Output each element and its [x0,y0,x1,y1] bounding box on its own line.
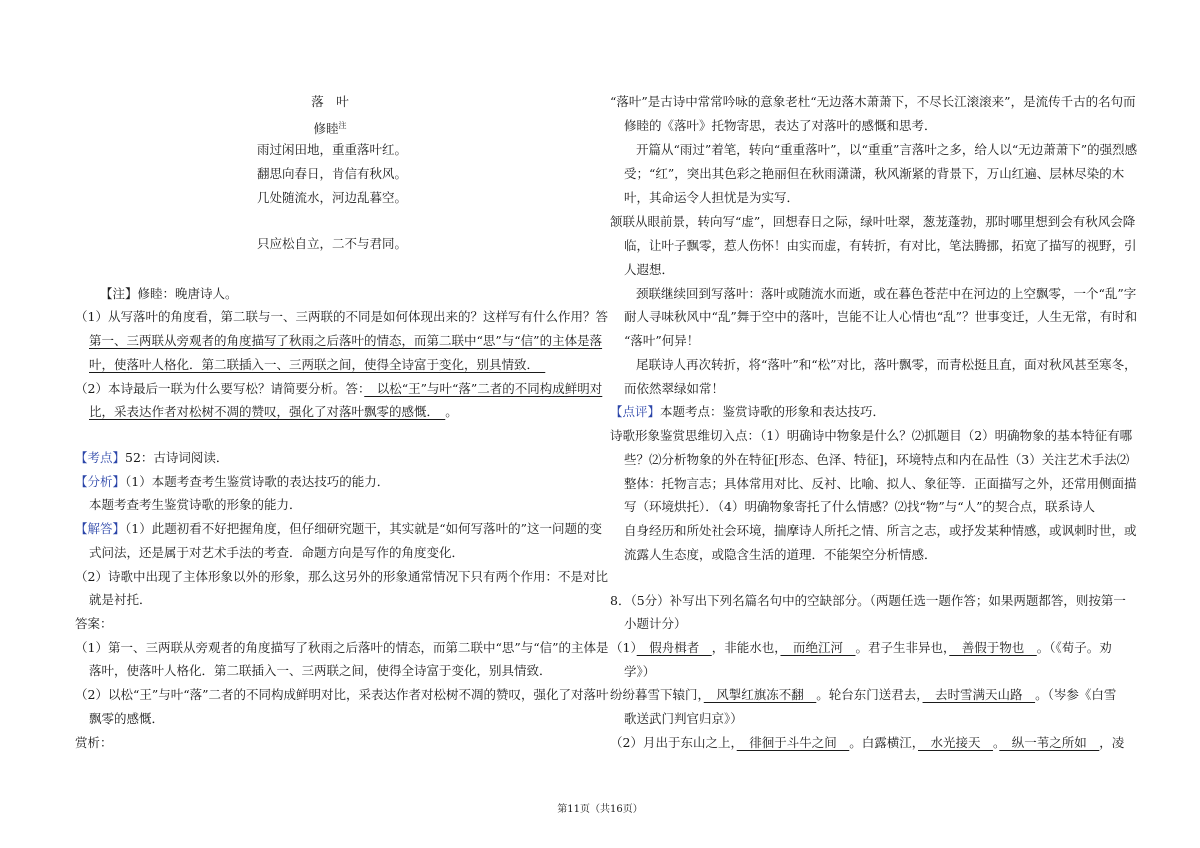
kaodian-text: 52：古诗词阅读． [125,450,229,465]
q8-2-text-2: 。轮台东门送君去， [816,687,923,702]
poem-author [250,118,410,137]
poem-title: 落 叶 [311,94,349,109]
question-8-part-2 [610,687,1116,703]
analysis-p2-line-1: 开篇从“雨过”着笔，转向“重重落叶”，以“重重”言落叶之多，给人以“无边萧萧下”的强烈感 [636,142,1138,157]
poem-line-4: 只应松自立，二不与君同。 [257,236,408,251]
analysis-p4-line-1: 颈联继续回到写落叶：落叶或随流水而逝，或在暮色苍茫中在河边的上空飘零，一个“乱”字 [636,286,1137,301]
kaodian-section [75,450,228,466]
jieda-section [75,521,602,537]
q8-3-blank-2: 水光接天 [918,735,994,750]
jieda-line-1: （1）此题初看不好把握角度，但仔细研究题干，其实就是“如何写落叶的”这一问题的变 [125,521,603,536]
q8-1-blank-1: 假舟楫者 [636,640,712,655]
question-8-line-1: 8．（5分）补写出下列名篇名句中的空缺部分。（两题任选一题作答；如果两题都答，则按第一 [610,593,1126,608]
answer-2-line-1: （2）以松“王”与叶“落”二者的不同构成鲜明对比，采表达作者对松树不凋的赞叹，强化了对落叶 [75,687,609,702]
analysis-p2-line-2: 受；“红”，突出其色彩之艳丽但在秋雨潇潇，秋风渐紧的背景下，万山红遍、层林尽染的木 [624,166,1125,181]
question-8-part-3 [610,735,1124,751]
q8-2-text-3: 。（岑参《白雪 [1035,687,1117,702]
analysis-p5-line-2: 而依然翠绿如常！ [624,381,725,396]
answer-1-line-1: （1）第一、三两联从旁观者的角度描写了秋雨之后落叶的情态，而第二联中“思”与“信”的主体是 [75,640,609,655]
fenxi-text-2: 本题考查考生鉴赏诗歌的形象的能力． [89,497,302,512]
jieda-line-2: 式问法，还是属于对艺术手法的考查．命题方向是写作的角度变化． [89,545,465,560]
q8-3-text-3: 。 [993,735,1000,750]
fenxi-text: （1）本题考查考生鉴赏诗歌的表达技巧的能力． [125,474,390,489]
analysis-p4-line-3: “落叶”何异！ [624,333,700,348]
dianping-line-6: 流露人生态度，或隐含生活的道理．不能架空分析情感． [624,547,937,562]
analysis-p3-line-2: 临，让叶子飘零，惹人伤怀！由实而虚，有转折，有对比，笔法腾挪，拓宽了描写的视野，引 [624,238,1137,253]
q8-3-blank-3: 纵一苇之所如 [999,735,1100,750]
q8-3-blank-1: 徘徊于斗牛之间 [736,735,850,750]
poem-line-3: 几处随流水，河边乱暮空。 [257,190,408,205]
question-2-answer-part-2: 比，采表达作者对松树不凋的赞叹，强化了对落叶飘零的感慨． [89,404,446,419]
poem-line-1: 雨过闲田地，重重落叶红。 [257,142,408,157]
question-8-part-1 [610,640,1112,656]
fenxi-tag: 【分析】 [75,474,126,489]
answer-2-line-2: 飘零的感慨． [89,711,165,726]
dianping-section [610,404,885,420]
analysis-p3-line-1: 颔联从眼前景，转向写“虚”，回想春日之际，绿叶吐翠，葱茏蓬勃，那时哪里想到会有秋风会降 [610,214,1136,229]
q8-1-blank-3: 善假于物也 [949,640,1037,655]
q8-1-text-2: 。君子生非异也， [855,640,950,655]
question-1-answer-line-1: 第一、三两联从旁观者的角度描写了秋雨之后落叶的情态，而第二联中“思”与“信”的主体是落 [89,333,603,348]
question-2 [75,381,602,397]
dianping-line-1: 诗歌形象鉴赏思维切入点：（1）明确诗中物象是什么？⑵抓题目（2）明确物象的基本特征有哪 [610,428,1133,443]
question-1-answer-line-2: 叶，使落叶人格化．第二联插入一、三两联之间，使得全诗富于变化，别具情致． [89,357,546,372]
q8-2-blank-1: 风掣红旗冻不翻 [703,687,817,702]
poem-author-name: 修睦 [313,121,339,137]
q8-3-text-4: ，凌 [1099,735,1125,750]
question-2-answer-part-1: 以松“王”与叶“落”二者的不同构成鲜明对 [364,381,603,396]
poem-author-note-mark: 注 [338,121,347,130]
analysis-p3-line-3: 人遐想． [624,262,675,277]
analysis-p1-line-1: “落叶”是古诗中常常吟咏的意象老杜“无边落木萧萧下，不尽长江滚滚来”，是流传千古的名句而 [610,94,1136,109]
q8-2-text-1: 纷纷暮雪下辕门， [610,687,704,702]
dianping-tag: 【点评】 [610,404,661,419]
fenxi-section [75,474,389,490]
kaodian-tag: 【考点】 [75,450,126,465]
dianping-line-5: 自身经历和所处社会环境，揣摩诗人所托之情、所言之志，或抒发某种情感，或讽刺时世，或 [624,523,1137,538]
q8-3-text-1: （2）月出于东山之上， [610,735,737,750]
q8-1-text-3: 。（《荀子。劝 [1036,640,1112,655]
question-2-prompt: （2）本诗最后一联为什么要写松？请简要分析。答： [75,381,365,396]
poem-note: 【注】修睦：晚唐诗人。 [100,286,238,301]
dianping-text: 本题考点：鉴赏诗歌的形象和表达技巧． [660,404,886,419]
q8-1-text-1: ，非能水也， [711,640,781,655]
question-1: （1）从写落叶的角度看，第二联与一、三两联的不同是如何体现出来的？这样写有什么作用？答 [75,309,608,324]
page-footer: 第11页（共16页） [557,804,643,815]
question-8-part-1-line-2: 学》） [624,664,656,679]
question-8-line-2: 小题计分） [624,616,687,631]
shangxi-label: 赏析： [75,735,113,750]
analysis-p5-line-1: 尾联诗人再次转折，将“落叶”和“松”对比，落叶飘零，而青松挺且直，面对秋风甚至寒冬， [636,357,1137,372]
dianping-line-3: 整体：托物言志；具体常用对比、反衬、比喻、拟人、象征等．正面描写之外，还常用侧面描 [624,476,1137,491]
jieda-line-4: 就是衬托． [89,592,152,607]
q8-2-blank-2: 去时雪满天山路 [922,687,1036,702]
question-2-continued [89,404,458,420]
question-2-end: 。 [445,404,458,419]
q8-3-text-2: 。白露横江， [849,735,918,750]
analysis-p2-line-3: 叶，其命运令人担忧是为实写． [624,190,800,205]
jieda-tag: 【解答】 [75,521,126,536]
q8-1-blank-2: 而绝江河 [780,640,856,655]
analysis-p4-line-2: 耐人寻味秋风中“乱”舞于空中的落叶，岂能不让人心情也“乱”？世事变迁，人生无常，有时和 [624,309,1138,324]
answer-1-line-2: 落叶，使落叶人格化．第二联插入一、三两联之间，使得全诗富于变化，别具情致． [89,663,552,678]
poem-line-2: 翻思向春日，肯信有秋风。 [257,166,408,181]
analysis-p1-line-2: 修睦的《落叶》托物寄思，表达了对落叶的感慨和思考． [624,118,937,133]
dianping-line-4: 写（环境烘托）．（4）明确物象寄托了什么情感？⑵找“物”与“人”的契合点，联系诗人 [624,499,1096,514]
dianping-line-2: 些？⑵分析物象的外在特征[形态、色泽、特征]，环境特点和内在品性（3）关注艺术手法⑵ [624,452,1130,467]
answer-label: 答案： [75,616,113,631]
question-8-part-2-line-2: 歌送武门判官归京》） [624,711,743,726]
q8-1-label: （1） [610,640,637,655]
jieda-line-3: （2）诗歌中出现了主体形象以外的形象，那么这另外的形象通常情况下只有两个作用：不是对比 [75,569,608,584]
